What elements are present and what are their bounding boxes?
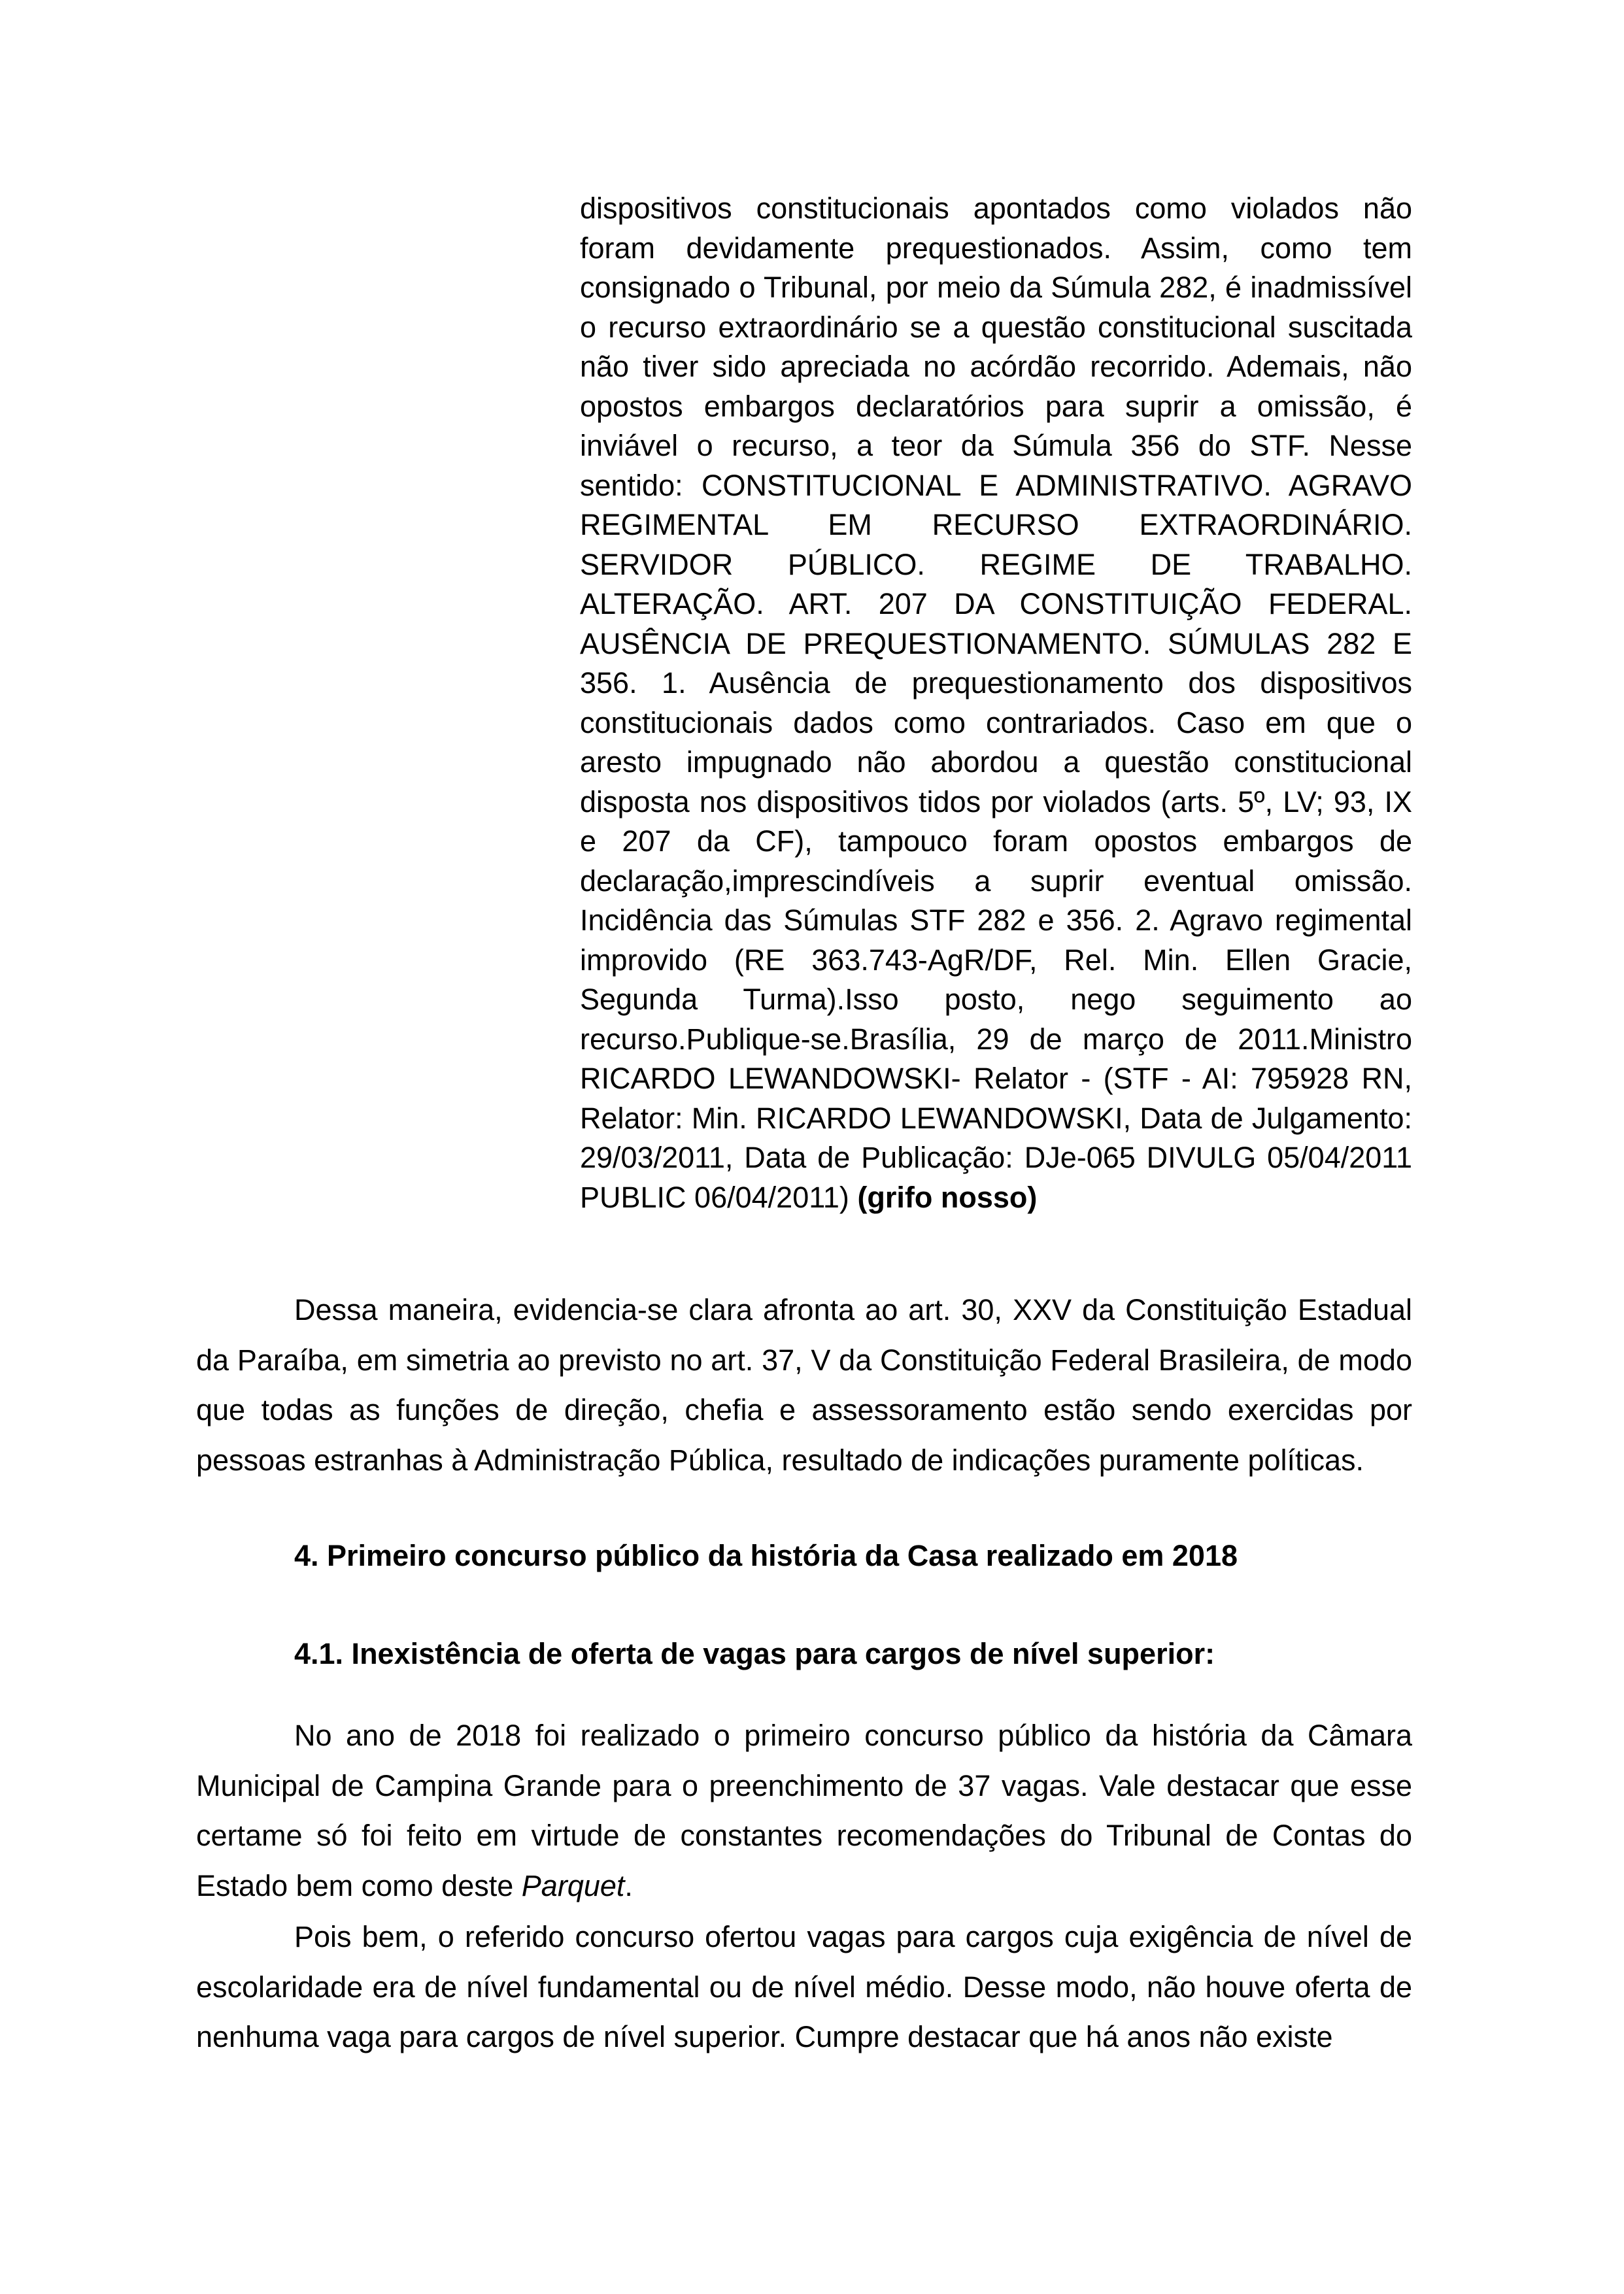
paragraph-vacancies: Pois bem, o referido concurso ofertou vagas para cargos cuja exigência de nível de escolaridade era de nível fundamental ou de nível médio. Desse modo, não houve oferta de nenhuma vaga para cargos de nível superior. Cumpre destacar que há anos não existe: [196, 1920, 1412, 2053]
section-heading-4: 4. Primeiro concurso público da história da Casa realizado em 2018: [294, 1539, 1238, 1572]
parquet-term: Parquet: [521, 1868, 625, 1902]
paragraph-2-text: No ano de 2018 foi realizado o primeiro concurso público da história da Câmara Municipal de Campina Grande para o preenchimento de 37 vagas. Vale destacar que esse certame só foi feito em virtude de constantes recomendações do Tribunal de Contas do Estado bem como deste: [196, 1719, 1412, 1902]
paragraph-constitutional-violation: Dessa maneira, evidencia-se clara afronta ao art. 30, XXV da Constituição Estadual da Paraíba, em simetria ao previsto no art. 37, V da Constituição Federal Brasileira, de modo que todas as funções de direção, chefia e assessoramento estão sendo exercidas por pessoas estranhas à Administração Pública, resultado de indicações puramente políticas.: [196, 1293, 1412, 1477]
quote-text: dispositivos constitucionais apontados como violados não foram devidamente prequestionados. Assim, como tem consignado o Tribunal, por meio da Súmula 282, é inadmissível o recurso extraordinário se a questão constitucional suscitada não tiver sido apreciada no acórdão recorrido. Ademais, não opostos embargos declaratórios para suprir a omissão, é inviável o recurso, a teor da Súmula 356 do STF. Nesse sentido: CONSTITUCIONAL E ADMINISTRATIVO. AGRAVO REGIMENTAL EM RECURSO EXTRAORDINÁRIO. SERVIDOR PÚBLICO. REGIME DE TRABALHO. ALTERAÇÃO. ART. 207 DA CONSTITUIÇÃO FEDERAL. AUSÊNCIA DE PREQUESTIONAMENTO. SÚMULAS 282 E 356. 1. Ausência de prequestionamento dos dispositivos constitucionais dados como contrariados. Caso em que o aresto impugnado não abordou a questão constitucional disposta nos dispositivos tidos por violados (arts. 5º, LV; 93, IX e 207 da CF), tampouco foram opostos embargos de declaração,imprescindíveis a suprir eventual omissão. Incidência das Súmulas STF 282 e 356. 2. Agravo regimental improvido (RE 363.743‑AgR/DF, Rel. Min. Ellen Gracie, Segunda Turma).Isso posto, nego seguimento ao recurso.Publique-se.Brasília, 29 de março de 2011.Ministro RICARDO LEWANDOWSKI- Relator - (STF - AI: 795928 RN, Relator: Min. RICARDO LEWANDOWSKI, Data de Julgamento: 29/03/2011, Data de Publicação: DJe-065 DIVULG 05/04/2011 PUBLIC 06/04/2011): [580, 192, 1412, 1214]
paragraph-2-end: .: [624, 1868, 633, 1902]
jurisprudence-quote: [580, 189, 1412, 1217]
section-heading-4-1: 4.1. Inexistência de oferta de vagas para cargos de nível superior:: [294, 1637, 1215, 1670]
quote-emphasis: (grifo nosso): [857, 1180, 1038, 1214]
paragraph-public-exam-2018: [196, 1711, 1412, 1911]
